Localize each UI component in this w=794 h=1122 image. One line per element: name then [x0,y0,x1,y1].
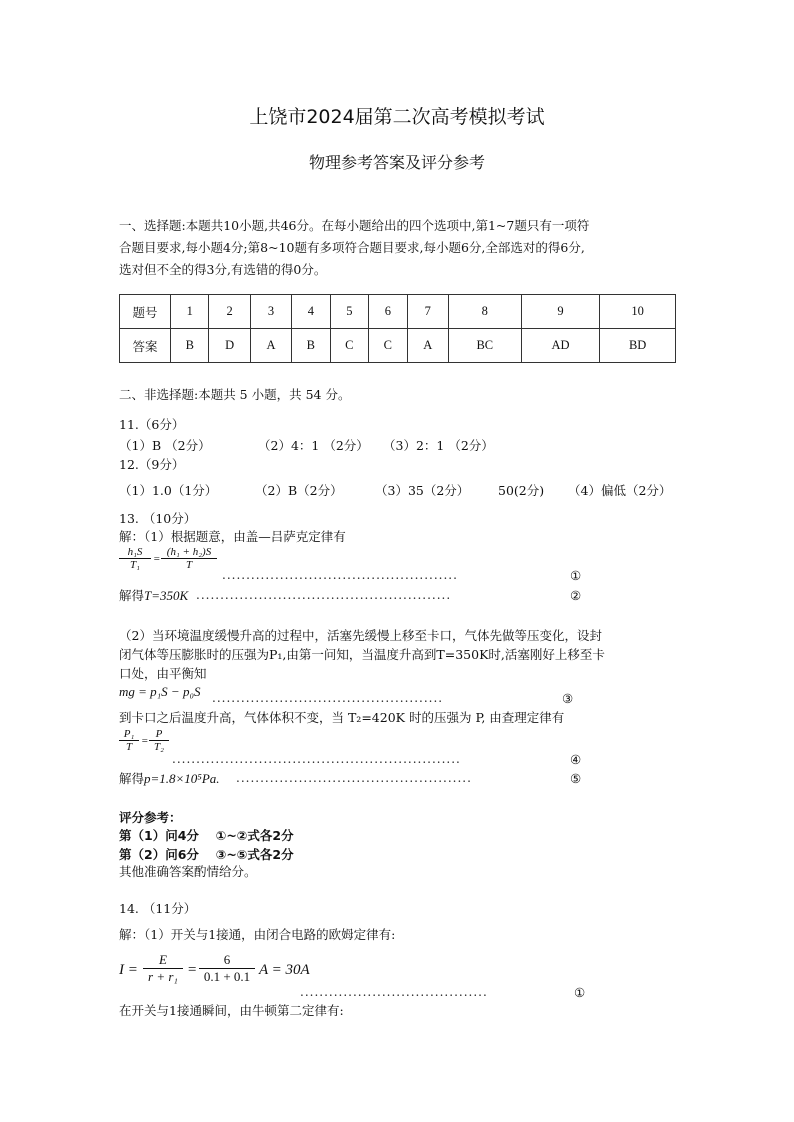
table-cell: 5 [330,295,368,329]
leader-dots: ................................................. [222,568,458,582]
q14-solution-line2: 在开关与1接通瞬间，由牛顿第二定律有: [119,1003,344,1018]
q13-result-1 [119,587,188,605]
fraction-denominator: T₂ [154,741,164,753]
fraction-numerator: E [143,952,183,969]
q13-result-2 [119,770,220,788]
fraction-denominator: T [125,741,133,753]
table-cell: A [250,329,291,363]
table-cell: C [330,329,368,363]
q13-part2-line4: 到卡口之后温度升高，气体体积不变，当 T₂=420K 时的压强为 P, 由查理定律有 [119,710,565,725]
leader-dots: ................................................. [236,771,472,785]
table-cell: 9 [521,295,600,329]
q14-eq-lhs: I = [119,962,138,978]
table-cell: 4 [292,295,330,329]
q13-title: 13. （10分） [119,511,197,526]
fraction-numerator: P₁ [119,728,139,741]
fraction-numerator: h₁S [119,546,151,559]
q12-answer-4: 50(2分) [498,483,545,498]
table-cell: 8 [448,295,521,329]
q14-title: 14. （11分） [119,901,197,916]
score-line-3: 其他准确答案酌情给分。 [119,864,257,879]
section1-line3: 选对但不全的得3分,有选错的得0分。 [119,262,327,277]
result-value: T=350K [144,588,189,603]
q13-fraction-left [119,546,151,571]
fraction-denominator: T₁ [130,559,140,571]
leader-dots: ................................................ [212,691,444,705]
score-line-1: 第（1）问4分 ①~②式各2分 [119,828,294,843]
fraction-denominator: T [185,559,193,571]
table-cell: B [171,329,209,363]
q13-part2-line2: 闭气体等压膨胀时的压强为P₁,由第一问知，当温度升高到T=350K时,活塞刚好上移至卡 [119,647,605,662]
table-cell: B [292,329,330,363]
q12-title: 12.（9分） [119,457,185,472]
score-title: 评分参考： [119,810,182,825]
result-value: p=1.8×10⁵Pa. [144,771,220,786]
table-cell: 2 [209,295,250,329]
table-row [120,295,676,329]
q13-equals: = [153,553,161,565]
fraction-numerator: 6 [199,952,255,969]
section1-line2: 合题目要求,每小题4分;第8~10题有多项符合题目要求,每小题6分,全部选对的得6分, [119,240,585,255]
eq-mark-4: ④ [570,752,582,767]
table-cell: 3 [250,295,291,329]
table-cell: 7 [407,295,448,329]
q14-solution-intro: 解：（1）开关与1接通，由闭合电路的欧姆定律有: [119,927,396,942]
q12-answer-3: （3）35（2分） [375,483,470,498]
table-cell: 10 [600,295,676,329]
q14-fraction-2 [199,952,255,985]
table-cell: BD [600,329,676,363]
q13-solution-intro: 解：（1）根据题意，由盖—吕萨克定律有 [119,529,346,544]
fraction-denominator: 0.1 + 0.1 [203,969,251,984]
answer-table [119,294,676,363]
eq-mark-5: ⑤ [570,771,582,786]
eq-mark-1: ① [570,568,582,583]
table-cell: D [209,329,250,363]
table-header-cell: 题号 [120,295,171,329]
eq-mark-3: ③ [562,691,574,706]
eq-mark-2: ② [570,588,582,603]
q13-part2-line1: （2）当环境温度缓慢升高的过程中，活塞先缓慢上移至卡口，气体先做等压变化，设封 [119,628,602,643]
leader-dots: ..................................................... [196,588,452,602]
q13-part2-line3: 口处，由平衡知 [119,666,207,681]
fraction-numerator: (h₁ + h₂)S [161,546,217,559]
q11-answer-3: （3）2：1 （2分） [383,438,494,453]
q11-answer-1: （1）B （2分） [119,438,211,453]
q12-answer-1: （1）1.0（1分） [119,483,218,498]
section1-line1: 一、选择题:本题共10小题,共46分。在每小题给出的四个选项中,第1~7题只有一项符 [119,218,590,233]
table-cell: A [407,329,448,363]
page-title: 上饶市2024届第二次高考模拟考试 [249,106,545,128]
table-row [120,329,676,363]
table-cell: 6 [369,295,407,329]
q14-eq-tail: A = 30A [259,962,310,978]
table-cell: BC [448,329,521,363]
q13-fraction-right [161,546,217,571]
table-header-cell: 答案 [120,329,171,363]
table-cell: C [369,329,407,363]
section2-heading: 二、非选择题:本题共 5 小题，共 54 分。 [119,387,351,402]
q13-fraction-charles-right [149,728,169,753]
q14-fraction-1 [143,952,183,985]
q12-answer-5: （4）偏低（2分） [568,483,672,498]
leader-dots: ............................................................ [172,752,461,766]
q12-answer-2: （2）B（2分） [255,483,343,498]
q13-equals: = [141,735,149,747]
fraction-numerator: P [149,728,169,741]
q13-equation-3: mg = p₁S − p₀S [119,684,201,699]
table-cell: 1 [171,295,209,329]
result-prefix: 解得 [119,771,145,786]
result-prefix: 解得 [119,588,145,603]
score-line-2: 第（2）问6分 ③~⑤式各2分 [119,847,294,862]
q11-title: 11.（6分） [119,417,185,432]
leader-dots: ....................................... [300,985,488,999]
page-subtitle: 物理参考答案及评分参考 [308,153,485,172]
q13-fraction-charles-left [119,728,139,753]
q11-answer-2: （2）4：1 （2分） [258,438,369,453]
q14-equals: = [187,962,198,978]
table-cell: AD [521,329,600,363]
fraction-denominator: r + r₁ [148,969,178,984]
eq-mark-1: ① [574,985,586,1000]
